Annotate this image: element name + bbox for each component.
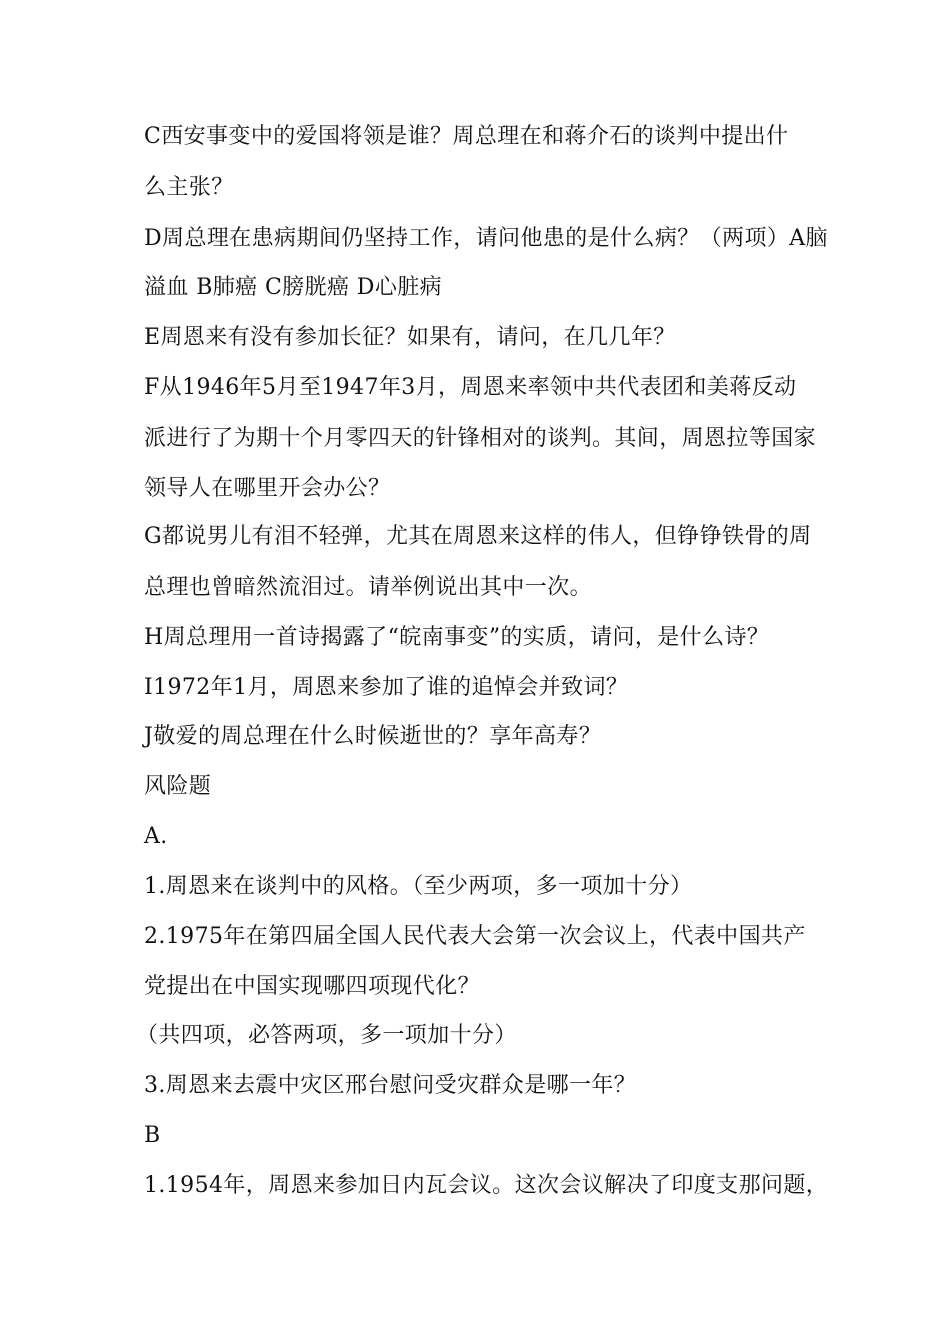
text-line: H周总理用一首诗揭露了“皖南事变”的实质，请问，是什么诗？ [144, 625, 770, 650]
text-line: G都说男儿有泪不轻弹，尤其在周恩来这样的伟人，但铮铮铁骨的周 [144, 524, 812, 549]
text-line: 党提出在中国实现哪四项现代化？ [144, 974, 481, 999]
question-item: 1.周恩来在谈判中的风格。（至少两项，多一项加十分） [144, 874, 693, 899]
subsection-label: A. [144, 824, 168, 849]
question-item: 3.周恩来去震中灾区邢台慰问受灾群众是哪一年？ [144, 1073, 637, 1098]
text-line: I1972年1月，周恩来参加了谁的追悼会并致词？ [144, 675, 629, 700]
text-line: 总理也曾暗然流泪过。请举例说出其中一次。 [144, 575, 593, 600]
text-line: 领导人在哪里开会办公？ [144, 476, 391, 501]
text-line: 么主张？ [144, 175, 234, 200]
text-line: J敬爱的周总理在什么时候逝世的？享年高寿？ [144, 724, 602, 749]
section-heading: 风险题 [144, 774, 212, 799]
subsection-label: B [144, 1123, 161, 1148]
text-line: 溢血 B肺癌 C膀胱癌 D心脏病 [144, 275, 443, 300]
text-line: 派进行了为期十个月零四天的针锋相对的谈判。其间，周恩拉等国家 [144, 426, 817, 451]
question-item: 2.1975年在第四届全国人民代表大会第一次会议上，代表中国共产 [144, 924, 806, 949]
text-line: E周恩来有没有参加长征？如果有，请问，在几几年？ [144, 325, 676, 350]
text-line: （共四项，必答两项，多一项加十分） [136, 1023, 517, 1048]
text-line: D周总理在患病期间仍坚持工作，请问他患的是什么病？（两项）A脑 [144, 226, 828, 251]
text-line: F从1946年5月至1947年3月，周恩来率领中共代表团和美蒋反动 [144, 375, 797, 400]
question-item: 1.1954年，周恩来参加日内瓦会议。这次会议解决了印度支那问题， [144, 1173, 829, 1198]
text-line: C西安事变中的爱国将领是谁？周总理在和蒋介石的谈判中提出什 [144, 124, 789, 149]
